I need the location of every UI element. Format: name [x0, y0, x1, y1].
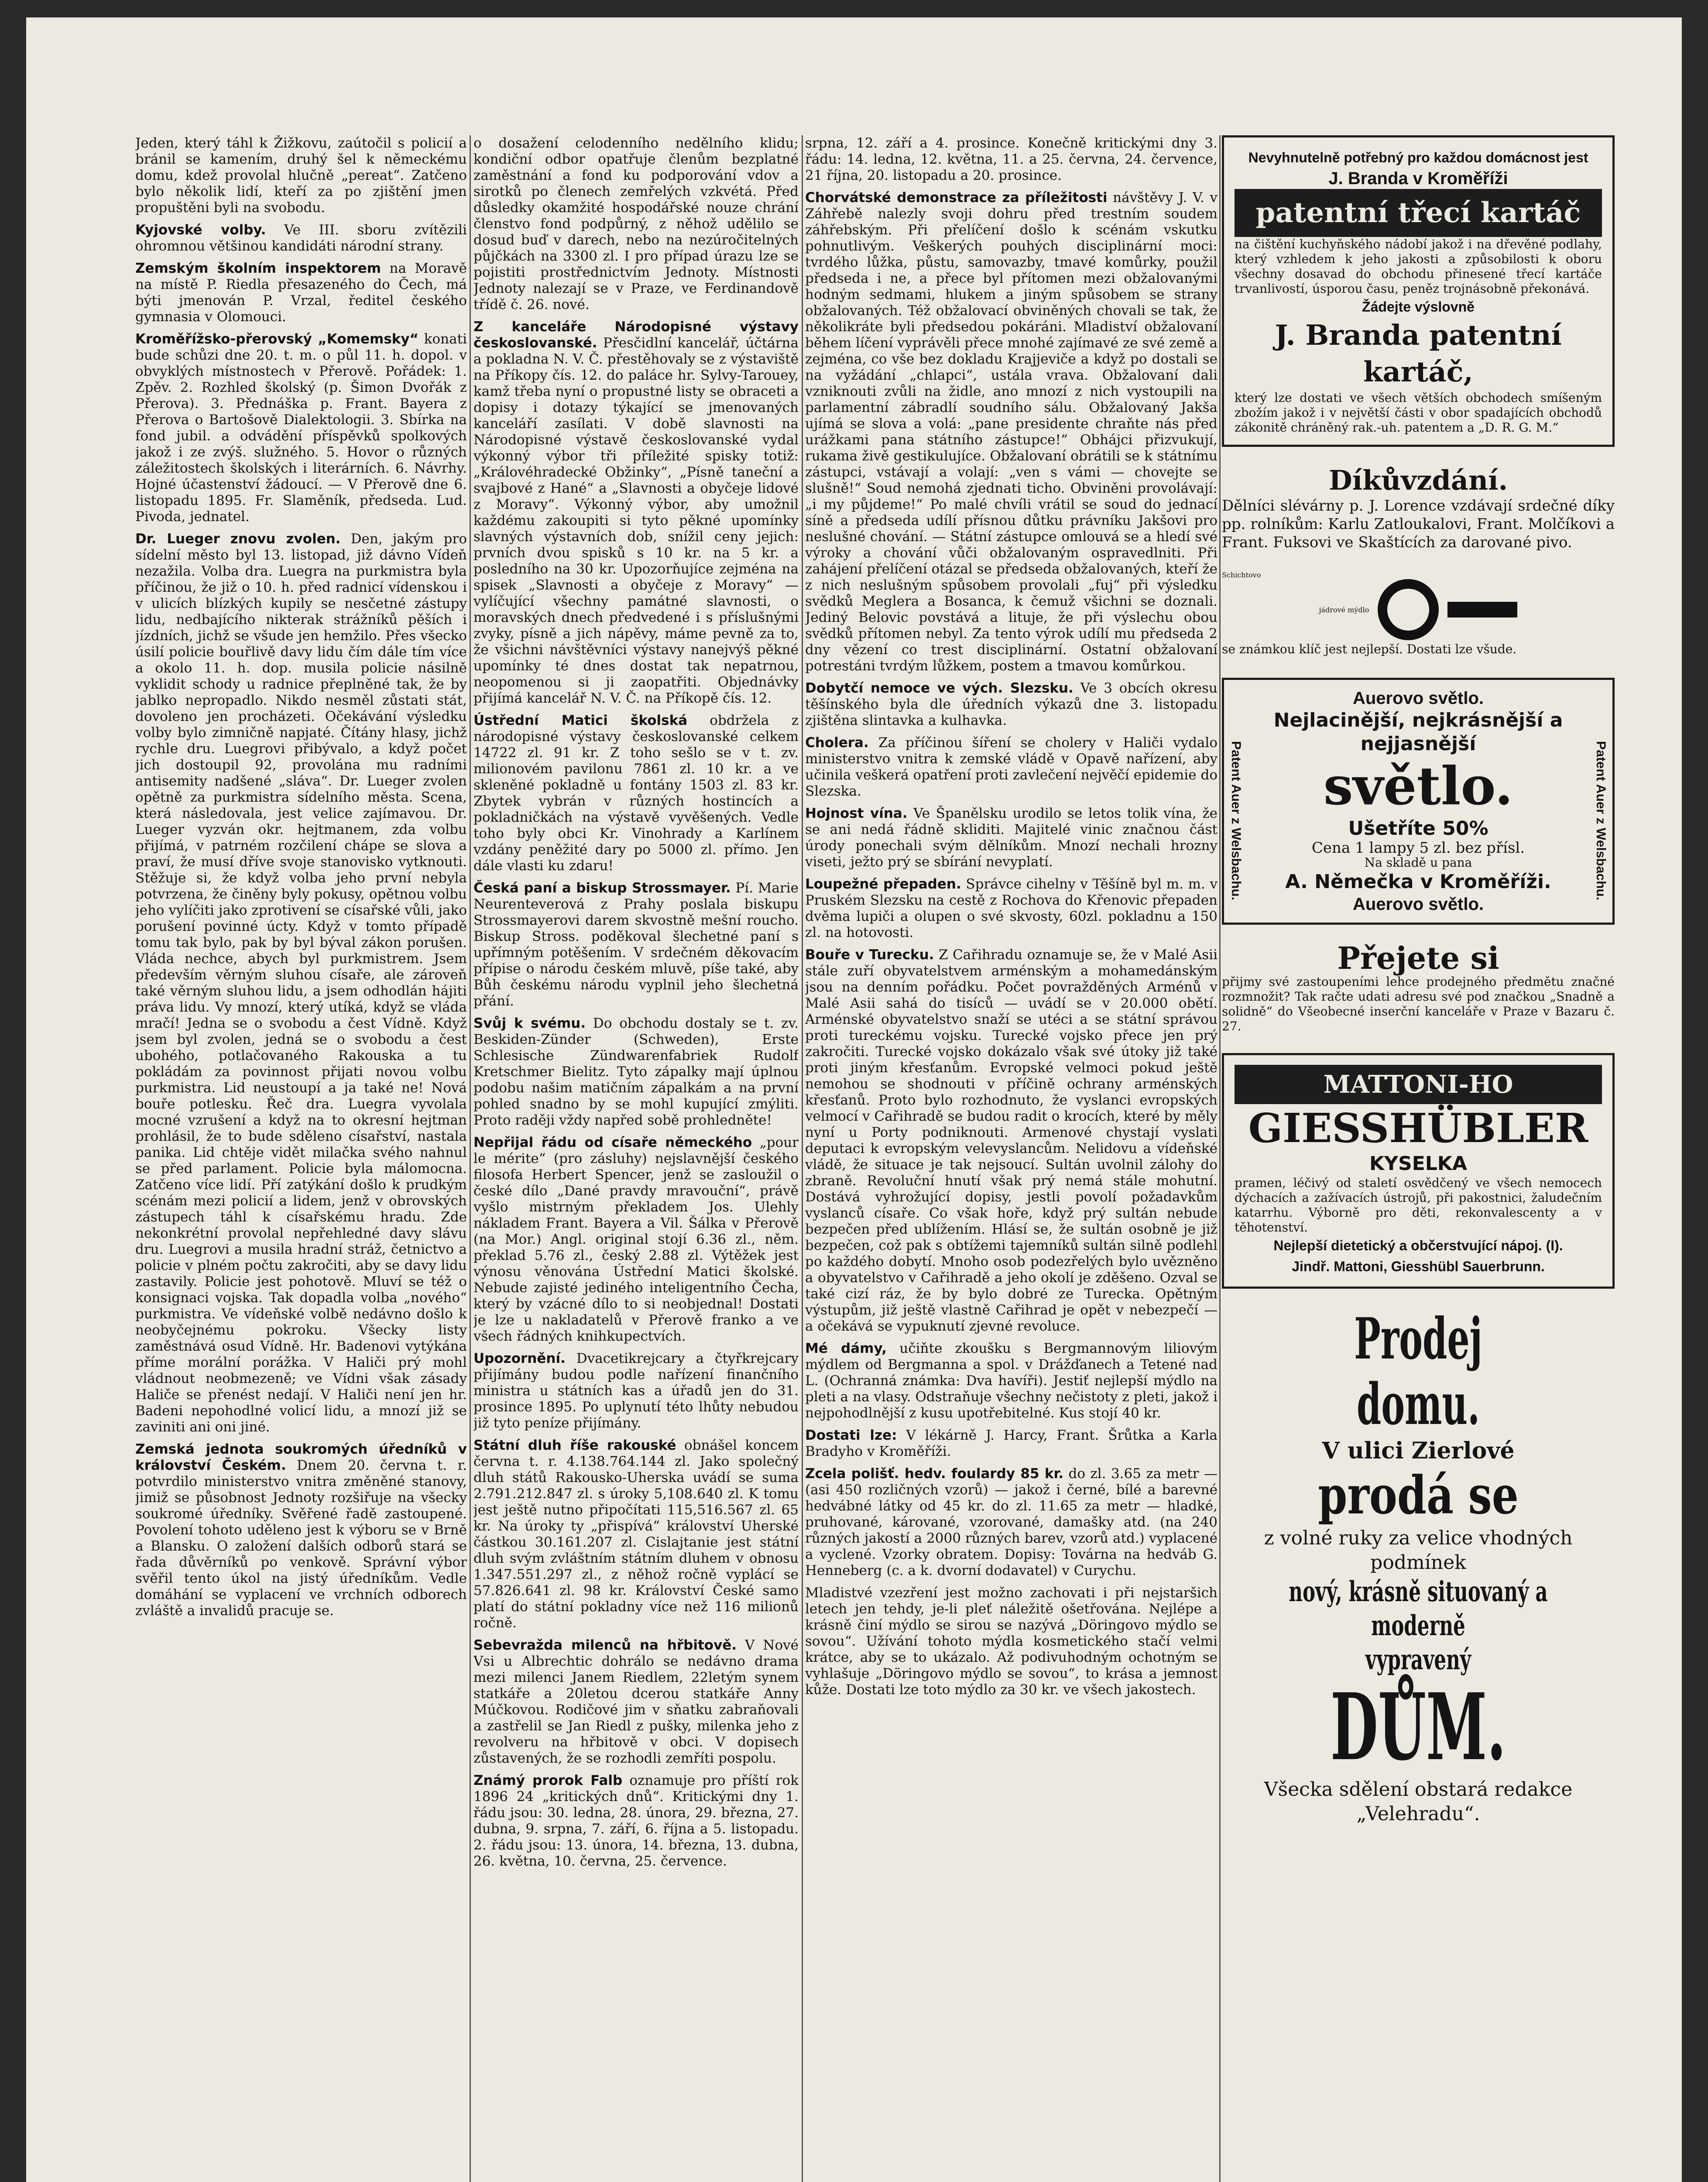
article-text: Pí. Marie Neurenteverová z Prahy poslala biskupu Strossmayerovi darem skvostně mešní roucho. Biskup Stross. poděkoval šlechetné paní s upřímným potěšením. V srdečném děkovacím přípise o národu českém mluvě, píše také, aby Bůh českému národu vyplnil jeho šlechetná přání. [473, 880, 799, 1009]
article-paragraph [805, 947, 1218, 1335]
article-heading: Státní dluh říše rakouské [473, 1438, 676, 1453]
article-paragraph [473, 880, 799, 1009]
article-text: Jeden, který táhl k Žižkovu, zaútočil s policií a bránil se kamením, druhý šel k německému domu, kdež provolal hlučně „pereat“. Zatčeno bylo několik lidí, kteří za po zjištění jmen propuštěni byli na svobodu. [135, 135, 467, 216]
article-text: Správce cihelny v Těšíně byl m. m. v Pruském Slezsku na cestě z Rochova do Křenovic přepaden dvěma lupiči a olupen o své skvosty, 60zl. pokladnu a 150 zl. na hotovosti. [805, 876, 1218, 940]
newspaper-page [26, 17, 1682, 2182]
article-text: Do obchodu dostaly se t. zv. Beskiden-Zünder (Schweden), Erste Schlesische Zündwarenfabriek Rudolf Kretschmer Bielitz. Tyto zápalky mají úplnou podobu našim matičním zápalkám a na první pohled snadno by se mohl kupující zmýliti. Proto raději vždy napřed sobě prohledněte! [473, 1016, 799, 1128]
article-text: V lékárně J. Harcy, Frant. Šrůtka a Karla Bradyho v Kroměříži. [805, 1427, 1218, 1459]
article-paragraph [473, 713, 799, 874]
mattoni-best: Nejlepší dietetický a občerstvující nápoj. (I). [1273, 1238, 1563, 1253]
prejete-ad [1222, 942, 1615, 1034]
auer-l6: A. Němečka v Kroměříži. [1285, 871, 1551, 893]
article-paragraph [473, 319, 799, 707]
article-text: Dvacetikrejcary a čtyřkrejcary přijímány budou podle nařízení finančního ministra u státních kas a úřadů jen do 31. prosince 1895. Po uplynutí této lhůty nebudou již tyto peníze přijímány. [473, 1351, 799, 1431]
sale-contact2: „Velehradu“. [1356, 1803, 1480, 1825]
auer-side-left: Patent Auer z Welsbachu. [1229, 741, 1243, 901]
article-heading: Upozornění. [473, 1351, 566, 1366]
article-heading: Mé dámy, [805, 1341, 887, 1356]
text-column-1 [135, 135, 467, 1625]
mattoni-sign: Jindř. Mattoni, Giesshübl Sauerbrunn. [1292, 1259, 1545, 1274]
article-paragraph [805, 1466, 1218, 1579]
auer-bottom: Auerovo světlo. [1352, 895, 1484, 914]
branda-ask: Žádejte výslovně [1362, 299, 1475, 315]
article-paragraph [473, 1438, 799, 1631]
article-heading: Loupežné přepaden. [805, 876, 961, 892]
article-paragraph [805, 876, 1218, 941]
article-paragraph [135, 531, 467, 1435]
article-paragraph [805, 680, 1218, 729]
ads-column [1222, 135, 1615, 1846]
column-rule [470, 135, 471, 2182]
article-text: srpna, 12. září a 4. prosince. Konečně kritickými dny 3. řádu: 14. ledna, 12. května, 11. a 25. června, 24. července, 21 října, 20. listopadu a 20. prosince. [805, 135, 1218, 183]
branda-product2: J. Branda patentní kartáč, [1275, 319, 1562, 388]
auer-l4: Cena 1 lampy 5 zl. bez přísl. [1311, 839, 1525, 857]
sale-title: Prodej domu. [1354, 1305, 1482, 1438]
sale-desc2: vypravený [1365, 1643, 1471, 1676]
article-text: Ve 3 obcích okresu těšínského byla dle úředních výkazů dne 3. listopadu zjištěna slintavka a kulhavka. [805, 680, 1218, 728]
sale-contact: Všecka sdělení obstará redakce [1264, 1778, 1573, 1801]
article-paragraph [135, 1441, 467, 1619]
mattoni-top: MATTONI-HO [1235, 1065, 1602, 1104]
article-heading: Bouře v Turecku. [805, 947, 934, 963]
branda-product: patentní třecí kartáč [1235, 189, 1602, 237]
prejete-body: přijmy své zastoupeními lehce prodejného předmětu značné rozmnožit? Tak račte udati adresu své pod značkou „Snadně a solidně“ do Všeobecné inserční kanceláře v Praze v Bazaru č. 27. [1222, 974, 1615, 1033]
article-text: Ve Španělsku urodilo se letos tolik vína, že se ani nedá řádně skliditi. Majitelé vinic značnou část úrody ponechali svým dělníkům. Mnozí nechali hrozny viseti, ježto prý se sbírání nevyplatí. [805, 806, 1218, 870]
article-text: Za příčinou šíření se cholery v Haliči vydalo ministerstvo vnitra k zemské vládě v Opavě nařízení, aby učinila veškerá opatření proti zavlečení nejvěčí epidemie do Slezska. [805, 735, 1218, 799]
article-paragraph [805, 1585, 1218, 1698]
branda-brush-ad [1222, 135, 1615, 447]
article-heading: Známý prorok Falb [473, 1773, 623, 1788]
auer-l5: Na skladě u pana [1364, 855, 1472, 870]
branda-top: Nevyhnutelně potřebný pro každou domácnost jest [1248, 150, 1588, 165]
article-text: na Moravě na místě P. Riedla přesazeného do Čech, má býti jmenován P. Vrzal, ředitel českého gymnasia v Olomouci. [135, 261, 467, 325]
article-paragraph [805, 190, 1218, 674]
sale-sells: prodá se [1318, 1465, 1519, 1526]
article-heading: Cholera. [805, 735, 869, 751]
article-text: Z Cařihradu oznamuje se, že v Malé Asii stále zuří obyvatelstvem arménským a mohamedánským jsou na denním pořádku. Počet povražděných Arménů v Malé Asii sahá do tisíců — uvádí se v 20.000 obětí. Arménské obyvatelstvo snaží se utéci a se státní správou proti tureckému vojsku. Turecké vojsko přece jen prý zakročiti. Turecké vojsko dokázalo však své útoky již také proti jiným křesťanům. Evropské velmoci pokud ještě nemohou se shodnouti v příčině ochrany arménských křesťanů. Proto bylo rozhodnuto, že vyslanci evropských velmocí v Cařihradě se budou radit o krocích, které by měly nyní u Porty podniknouti. Armenové chystají vyslati deputaci k evropským velevyslancům. Nelidovu a vídeňské vládě, že situace je tak nejsoucí. Sultán uvolnil zálohy do zbraně. Revoluční hnutí však prý nemá stále mohutní. Dostává vyhrožující dopisy, jestli povolí požadavkům vyslanců císaře. Co však hoře, když prý sultán nebude bezpečen před ublížením. Hlásí se, že sultán osobně je již bezpečen, což pak s obtížemi tajemníků sultán silně podlehl po každého dobytí. Mnoho osob podezřelých bylo uvězněno a obyvatelstvo v Cařihradě a jeho okolí je zděšeno. Ozval se také cizí ráz, že by bylo dobré ze Turecka. Opětným výstupům, již ještě vlastně Cařihrad je opět v nebezpečí — a očekává se vypuknutí zjevné revoluce. [805, 947, 1218, 1334]
article-text: oznamuje pro příští rok 1896 24 „kritických dnů“. Kritickými dny 1. řádu jsou: 30. ledna, 28. února, 29. března, 27. dubna, 9. srpna, 7. září, 6. října a 5. listopadu. 2. řádu jsou: 13. února, 14. března, 13. dubna, 26. května, 10. června, 25. července. [473, 1773, 799, 1869]
branda-name: J. Branda v Kroměříži [1328, 169, 1508, 188]
article-heading: Hojnost vína. [805, 806, 908, 821]
auer-top: Auerovo světlo. [1352, 689, 1484, 708]
key-icon [1378, 579, 1439, 640]
article-heading: Dobytčí nemoce ve vých. Slezsku. [805, 680, 1074, 696]
sale-desc: nový, krásně situovaný a moderně [1289, 1575, 1548, 1642]
article-text: o dosažení celodenního nedělního klidu; kondiční odbor opatřuje členům bezplatné zaměstnání a fond ku podporování vdov a sirotků po členech zemřelých vzkvétá. Před důsledky okamžité hospodářské nouze chrání členstvo fond podpůrný, z něhož udělilo se dosud buď v darech, nebo na nezúročitelných půjčkách na 3300 zl. I pro případ úrazu lze se pojistiti prostřednictvím Jednoty. Místnosti Jednoty nalezají se v Praze, ve Ferdinandově třídě č. 26. nové. [473, 135, 799, 312]
branda-desc: na čištění kuchyňského nádobí jakož i na dřevěné podlahy, který vzhledem k jeho jakosti a způsobilosti k oboru všechny dosavad do obchodu přinesené třecí kartáče trvanlivostí, úsporou času, peněz trojnásobně překonává. [1235, 237, 1602, 296]
article-paragraph [805, 806, 1218, 870]
article-text: učiňte zkoušku s Bergmannovým liliovým mýdlem od Bergmanna a spol. v Drážďanech a Tetené nad L. (Ochranná známka: Dva havíři). Jestiť nejlepší mýdlo na pleti a na vlasy. Odstraňuje všechny nečistoty z pleti, jakož i nejpohodlnější z kusu upotřebitelné. Kus stojí 40 kr. [805, 1341, 1218, 1421]
article-paragraph [473, 1016, 799, 1129]
article-paragraph [473, 1637, 799, 1767]
article-text: Přesčidlní kancelář, účtárna a pokladna N. V. Č. přestěhovaly se z výstaviště na Příkopy čís. 12. do paláce hr. Sylvy-Tarouey, kamž třeba nyní o propustné listy se obraceti a dopisy i dotazy týkající se jmenovaných kanceláří zasílati. V době slavnosti na Národopisné výstavě českoslovanské vydal výkonný výbor tři příležité spisky totiž: „Královéhradecké Obžinky“, „Písně taneční a svajbové z Hané“ a „Slavnosti a obyčeje lidové z Moravy“. Výkonný výbor, aby umožnil každému zakoupiti si tyto pěkné upomínky slavných výstavních dob, snížil ceny jejich: prvních dvou spisků s 10 kr. na 5 kr. a posledního na 30 kr. Upozorňujíce zejména na spisek „Slavnosti a obyčeje z Moravy“ — vylíčující všechny památné slavnosti, o moravských dnech předvedené i s příslušnými zvyky, písně a jich nápěvy, máme pevně za to, že všichni návštěvníci výstavy nanejvýš pěkné upomínky té dnes dostat tak nepatrnou, neopomenou si ji zaopatřiti. Objednávky přijímá kancelář N. V. Č. na Příkopě čís. 12. [473, 335, 799, 706]
article-paragraph [473, 1135, 799, 1345]
article-heading: Chorvátské demonstrace za příležitosti [805, 190, 1108, 206]
article-text: Ve III. sboru zvítězili ohromnou většinou kandidáti národní strany. [135, 222, 467, 254]
article-text: obnášel koncem června t. r. 4.138.764.144 zl. Jako společný dluh států Rakousko-Uherska uvádí se suma 2.791.212.847 zl. s úroky 5,108.640 zl. K tomu jest ještě nutno připočítati 115,516.567 zl. 65 kr. Na úroky ty „přispívá“ království Uherské částkou 30.161.207 zl. Cislajtanie jest státní dluh svým zvláštním státním dluhem v obnosu 1.347.551.297 zl., z něhož ročně vyplácí se 57.826.641 zl. 98 kr. Království České samo platí do státní pokladny více než 116 milionů ročně. [473, 1438, 799, 1631]
house-sale-ad [1222, 1306, 1615, 1826]
article-text: Dnem 20. června t. r. potvrdilo ministerstvo vnitra změněné stanovy, jimiž se působnost Jednoty rozšiřuje na všecky soukromé úředníky. Svěřené řadě zastoupené. Povolení tohoto uděleno jest k výboru se v Brně a Blansku. O založení dalších odborů stará se řada důvěrníků po venkově. Správní výbor svěřil tento úkol na jistý úředníkům. Vedle domáhání se vyplacení ve vrchních odborech zvláště a invalidů pracuje se. [135, 1458, 467, 1619]
article-paragraph [805, 1341, 1218, 1421]
mattoni-product: GIESSHÜBLER [1248, 1105, 1588, 1152]
article-paragraph [135, 331, 467, 525]
article-paragraph [473, 135, 799, 313]
article-heading: Dr. Lueger znovu zvolen. [135, 531, 341, 547]
article-text: Den, jakým pro sídelní město byl 13. listopad, již dávno Vídeň nezažila. Volba dra. Luegra na purkmistra byla příčinou, že již o 10. h. před radnicí vídenskou i v ulicích blízkých kupily se nesčetné zástupy lidu, nedbajícího nikterak strážníků pěších i jízdních, jichž se všude jen hemžilo. Přes všecko úsilí policie bouřlivě davy lidu čím dále tím více a okolo 11. h. dop. musila policie násilně vyklidit schody u radnice přeplněné tak, že by jablko nepropadlo. Nikdo nesměl zůstati stát, dovoleno jen procházeti. Očekávání výsledku volby bylo zimničně napjaté. Čítány hlasy, jichž rychle dru. Luegrovi přibývalo, a když počet jich dostoupil 92, provolána mu radními antisemity nadšené „sláva“. Dr. Lueger zvolen opětně za purkmistra sídelního města. Scena, která následovala, jest velice zajímavou. Dr. Lueger vyzván okr. hejtmanem, zda volbu přijímá, v patrném rozčilení chápe se slova a praví, že musí dříve svoje stanovisko vytknouti. Stěžuje si, že když volba jeho první nebyla potvrzena, že činěny byly pokusy, opětnou volbu jeho vylíčiti jako zprotivení se císařské vůli, jako porušení povinné úcty. Když v tomto případě tomu tak bylo, pak by byl býval zákon porušen. Vláda nechce, abych byl purkmistrem. Jsem především věrným sluhou císaře, ale zároveň také věrným sluhou lidu, a jsem odhodlán hájiti práva lidu. Vy mnozí, který utíká, když se vláda mračí! Jedna se o svobodu a čest Vídně. Když jsem byl zvolen, jedná se o svobodu a čest ubohého, potlačovaného Rakouska a tu pokládám za povinnost přijati novou volbu purkmistra. Lid neustoupí a ja také ne! Nová bouře potlesku. Řeč dra. Luegra vyvolala mocné vzrušení a když na to okresní hejtman prohlásil, že to bude sděleno císařství, nastala panika. Lid chtěje vidět milačka svého nahnul se před parlament. Policie byla málomocna. Zatčeno více lidí. Pří zatýkání došlo k prudkým scénám mezi policií a lidem, jenž v obrovských zástupech táhl k císařskému hradu. Zde nekonkrétní provolal nepřehledné davy slávu dru. Luegrovi a musila hradní stráž, četnictvo a policie v plném počtu zakročiti, aby se davy lidu zastavily. Policie jest pohotově. Mluví se též o konsignaci vojska. Tak dopadla volba „nového“ purkmistra. Ve vídeňské volbě nedávno došlo k neobyčejnému pokroku. Všecky listy zaměstnává osud Vídně. Hr. Badenovi vytýkána příme morální porážka. V Haliči prý mohl vládnout neobmezeně; ve Vídni však zásady Haliče se přenést nedají. V Haliči není jen hr. Badeni nepohodlné volicí lidu, a mnozí již se zaviniti ani oni jiné. [135, 531, 467, 1435]
auer-l3: Ušetříte 50% [1348, 817, 1488, 840]
thanks-notice [1222, 464, 1615, 552]
thanks-title: Díkůvzdání. [1328, 464, 1508, 496]
article-paragraph [805, 135, 1218, 184]
soap-tail: se známkou klíč jest nejlepší. Dostati lze všude. [1222, 642, 1517, 656]
mattoni-ad [1222, 1053, 1615, 1289]
article-text: „pour le mérite“ (pro zásluhy) nejslavnější českého filosofa Herbert Spencer, jenž se zasloužil o české dílo „Dané pravdy mravouční“, právě vyšlo mistrným překladem Jos. Ulehly nákladem Frant. Bayera a Vil. Šálka v Přerově (na Mor.) Angl. original stojí 6.36 zl., něm. překlad 5.76 zl., český 2.88 zl. Výtěžek jest výnosu věnována Ústřední Matici školské. Nebude zajisté jediného inteligentního Čecha, který by vzácné dílo to si neobjednal! Dostati je lze u nakladatelů v Přerově franko a ve všech řádných knihkupectvích. [473, 1135, 799, 1344]
sale-terms: z volné ruky za velice vhodných [1264, 1527, 1573, 1549]
article-paragraph [805, 1427, 1218, 1460]
article-heading: Zemským školním inspektorem [135, 261, 381, 276]
article-heading: Nepřijal řádu od císaře německého [473, 1135, 752, 1150]
article-paragraph [805, 735, 1218, 799]
article-text: do zl. 3.65 za metr — (asi 450 rozličných vzorů) — jakož i černé, bílé a barevné hedvábné látky od 45 kr. do zl. 11.65 za metr — hladké, pruhované, kárované, vzorované, damašky atd. (na 240 různých jakostí a 2000 různých barev, vzorů atd.) vyplacené a vyclené. Vzorky obratem. Dopisy: Továrna na hedváb G. Henneberg (c. a k. dvorní dodavatel) v Curychu. [805, 1466, 1218, 1578]
article-text: návštěvy J. V. v Záhřebě nalezly svoji dohru před trestním soudem záhřebským. Při přelíčení došlo k scénám vskutku pohnutlivým. Veškerých pouhých disciplinární moci: tvrdého lůžka, půstu, samovazby, tmavé komůrky, použil předseda i ne, a přece byl přítomen mezi obžalovanými hodným sedmami, hlukem a jiným spůsobem se strany obžalovaných. Též obžalovací obviněných chovali se tak, že několikráte byli předsedou pokáráni. Mladiství obžalovaní během líčení vyprávěli přece mnohé zajímavé ze své země a zejména, co vše bez dokladu Krajjeviče a když po dostali se na vyžádání „chlapci“, ustála vrava. Obžalovaní dali vzniknouti zvůli na židle, ano mnozí z nich vystoupili na parlamentní zábradlí soudního sálu. Obžalovaný Jakša ujímá se slova a volá: „pane presidente chraňte nás před urážkami pana státního zástupce!“ Obhájci přizvukují, rukama živě gestikulujíce. Obžalovaní obrátili se k státnímu zástupci, vstávají a volají: „ven s vámi — chovejte se slušně!“ Soud nemohá zjednati ticho. Obviněni provolávají: „i my půjdeme!“ Po malé chvíli vrátil se soud do jednací síně a předseda udílí přísnou důtku právníku Jakšovi pro neslušné chování. — Státní zástupce omlouvá se a hledí své výroky a chování vůči obžalovaným ospravedlniti. Při zahájení přelíčení otázal se předseda obžalovaných, kteří že z nich neslušným spůsobem provolali „fuj“ při výsledku svědků Meglera a Bosanca, k čemuž všichni se doznali. Jediný Belovic povstává a lituje, že při výslechu obou svědků přítomen nebyl. Za tento výrok udílí mu předseda 2 dny vězení co trest disciplinární. Ostatní obžalovaní potrestáni tvrdým lůžkem, postem a tmavou komůrkou. [805, 190, 1218, 674]
article-text: konati bude schůzi dne 20. t. m. o půl 11. h. dopol. v obvyklých místnostech v Přerově. Pořádek: 1. Zpěv. 2. Rozhled školský (p. Šimon Dvořák z Přerova). 3. Přednáška p. Frant. Bayera z Přerova o Bartošově Dialektologii. 3. Sbírka na fond jubil. a odvádění příspěvků spolkových jakož i ze zvýš. služného. 5. Hovor o různých záležitostech školských i literárních. 6. Návrhy. Hojné účastenství žádoucí. — V Přerově dne 6. listopadu 1895. Fr. Slaměník, předseda. Lud. Pivoda, jednatel. [135, 331, 467, 525]
article-heading: Ústřední Matici školská [473, 713, 688, 728]
article-heading: Dostati lze: [805, 1427, 897, 1443]
text-column-2 [473, 135, 799, 1876]
column-rule [1219, 135, 1221, 2182]
mattoni-body: pramen, léčivý od staletí osvědčený ve všech nemocech dýchacích a zažívacích ústrojů, při pakostnici, žaludečním katarrhu. Výborně pro děti, rekonvalescenty a v těhotenství. [1235, 1176, 1602, 1235]
thanks-body: Dělníci slévárny p. J. Lorence vzdávají srdečné díky pp. rolníkům: Karlu Zatloukalovi, Frant. Molčíkovi a Frant. Fuksovi ve Skaštících za darované pivo. [1222, 497, 1615, 551]
article-heading: Česká paní a biskup Strossmayer. [473, 880, 731, 896]
text-column-3 [805, 135, 1218, 1704]
article-paragraph [135, 261, 467, 325]
column-rule [802, 135, 803, 2182]
schicht-soap-ad [1222, 571, 1615, 659]
article-paragraph [473, 1351, 799, 1431]
article-heading: Svůj k svému. [473, 1016, 586, 1031]
branda-tail: který lze dostati ve všech větších obchodech smíšeným zbožím jakož i v největší části v obor spadajících obchodů zákonitě chráněný rak.-uh. patentem a „D. R. G. M.“ [1235, 391, 1602, 435]
article-heading: Zcela polišť. hedv. foulardy 85 kr. [805, 1466, 1064, 1482]
article-text: V Nové Vsi u Albrechtic dohrálo se nedávno drama mezi milenci Janem Riedlem, 22letým synem statkáře a 20letou dcerou statkáře Anny Múčkovou. Rodičové jim v sňatku zabraňovali a zastřelil se Jan Riedl z pušky, milenka jeho z revolveru na hřbitově v obci. V dopisech zůstavených, že se rozhodli zemříti pospolu. [473, 1637, 799, 1766]
article-text: Mladistvé vzezření jest možno zachovati i při nejstaršich letech jen tehdy, je-li pleť náležitě ošetřována. Nejlépe a krásně činí mýdlo se sirou se nazývá „Döringovo mýdlo se sovou“. Užívání tohoto mýdla kosmetického stačí velmi krátce, aby se to ukázalo. Až podivuhodným ochotným se vyhlašuje „Döringovo mýdlo se sovou“, to krása a jemnost kůže. Dostati lze toto mýdlo za 30 kr. ve všech jakostech. [805, 1585, 1218, 1698]
sale-street: V ulici Zierlové [1322, 1438, 1515, 1464]
key-shaft-icon [1447, 602, 1517, 618]
article-heading: Kroměřížsko-přerovský „Komemsky“ [135, 331, 418, 347]
article-heading: Sebevražda milenců na hřbitově. [473, 1637, 737, 1653]
prejete-title: Přejete si [1337, 940, 1499, 976]
article-paragraph [473, 1773, 799, 1870]
sale-terms2: podmínek [1370, 1551, 1466, 1574]
soap-head: Schichtovo [1222, 571, 1261, 579]
article-paragraph [135, 135, 467, 216]
soap-product: jádrové mýdlo [1319, 605, 1369, 614]
mattoni-sub: KYSELKA [1369, 1153, 1467, 1175]
article-paragraph [135, 222, 467, 254]
auer-l2: světlo. [1323, 755, 1513, 817]
article-heading: Z kanceláře Národopisné výstavy českoslovanské. [473, 319, 799, 351]
article-heading: Kyjovské volby. [135, 222, 266, 238]
article-heading: Zemská jednota soukromých úředníků v království Českém. [135, 1441, 467, 1473]
auer-l1: Nejlacinější, nejkrásnější a nejjasnější [1273, 709, 1563, 755]
article-text: obdržela z národopisné výstavy českoslovanské celkem 14722 zl. 91 kr. Z toho sešlo se v t. zv. milionovém pavilonu 7861 zl. 10 kr. a ve skleněné pokladně u fontány 1503 zl. 83 kr. Zbytek vybrán v různých hostincích a pokladničkách na výstavě vyvěšených. Vedle toho byly obci Kr. Vinohrady a Karlínem vzdány peněžité dary po 5000 zl. přímo. Jen dále vlasti ku zdaru! [473, 713, 799, 874]
auer-side-right: Patent Auer z Welsbachu. [1594, 741, 1608, 901]
auer-light-ad [1222, 678, 1615, 925]
sale-house: DŮM. [1330, 1673, 1506, 1781]
